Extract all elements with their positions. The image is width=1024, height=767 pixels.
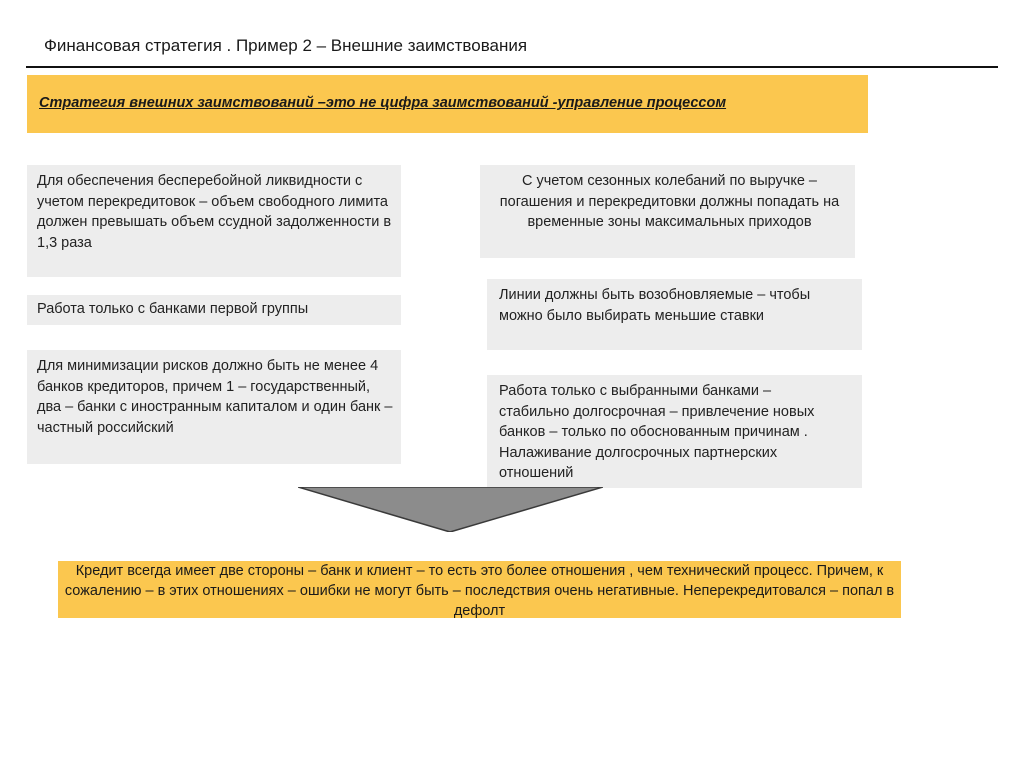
left-box-risk-minimization [27, 350, 401, 464]
strategy-banner [27, 75, 868, 133]
right-box-seasonal-text: С учетом сезонных колебаний по выручке – погашения и перекредитовки должны попадать на временные зоны максимальных приходов [499, 173, 840, 230]
left-box-liquidity-text: Для обеспечения бесперебойной ликвидности с учетом перекредитовок – объем свободного лимита должен превышать объем ссудной задолженности в 1,3 раза [37, 173, 392, 251]
left-box-liquidity [27, 165, 401, 277]
conclusion-text: Кредит всегда имеет две стороны – банк и клиент – то есть это более отношения , чем технический процесс. Причем, к сожалению – в этих отношениях – ошибки не могут быть – последствия очень негативные. Неперекредитовался – попал в дефолт [64, 563, 895, 619]
right-box-selected-banks [487, 375, 862, 488]
right-box-seasonal [480, 165, 855, 258]
conclusion-box [58, 561, 901, 618]
right-box-revolving-lines-text: Линии должны быть возобновляемые – чтобы можно было выбирать меньшие ставки [499, 287, 811, 324]
down-arrow-icon [298, 487, 603, 532]
left-box-risk-minimization-text: Для минимизации рисков должно быть не менее 4 банков кредиторов, причем 1 – государственный, два – банки с иностранным капиталом и один банк – частный российский [37, 358, 393, 436]
title-divider [26, 66, 998, 68]
right-box-selected-banks-text: Работа только с выбранными банками – стабильно долгосрочная – привлечение новых банков – только по обоснованным причинам . Налаживание долгосрочных партнерских отношений [499, 383, 815, 481]
slide-title: Финансовая стратегия . Пример 2 – Внешние заимствования [44, 36, 528, 55]
left-box-first-group-banks [27, 295, 401, 325]
strategy-banner-text: Стратегия внешних заимствований –это не цифра заимствований -управление процессом [39, 95, 727, 111]
left-box-first-group-banks-text: Работа только с банками первой группы [37, 301, 309, 317]
right-box-revolving-lines [487, 279, 862, 350]
